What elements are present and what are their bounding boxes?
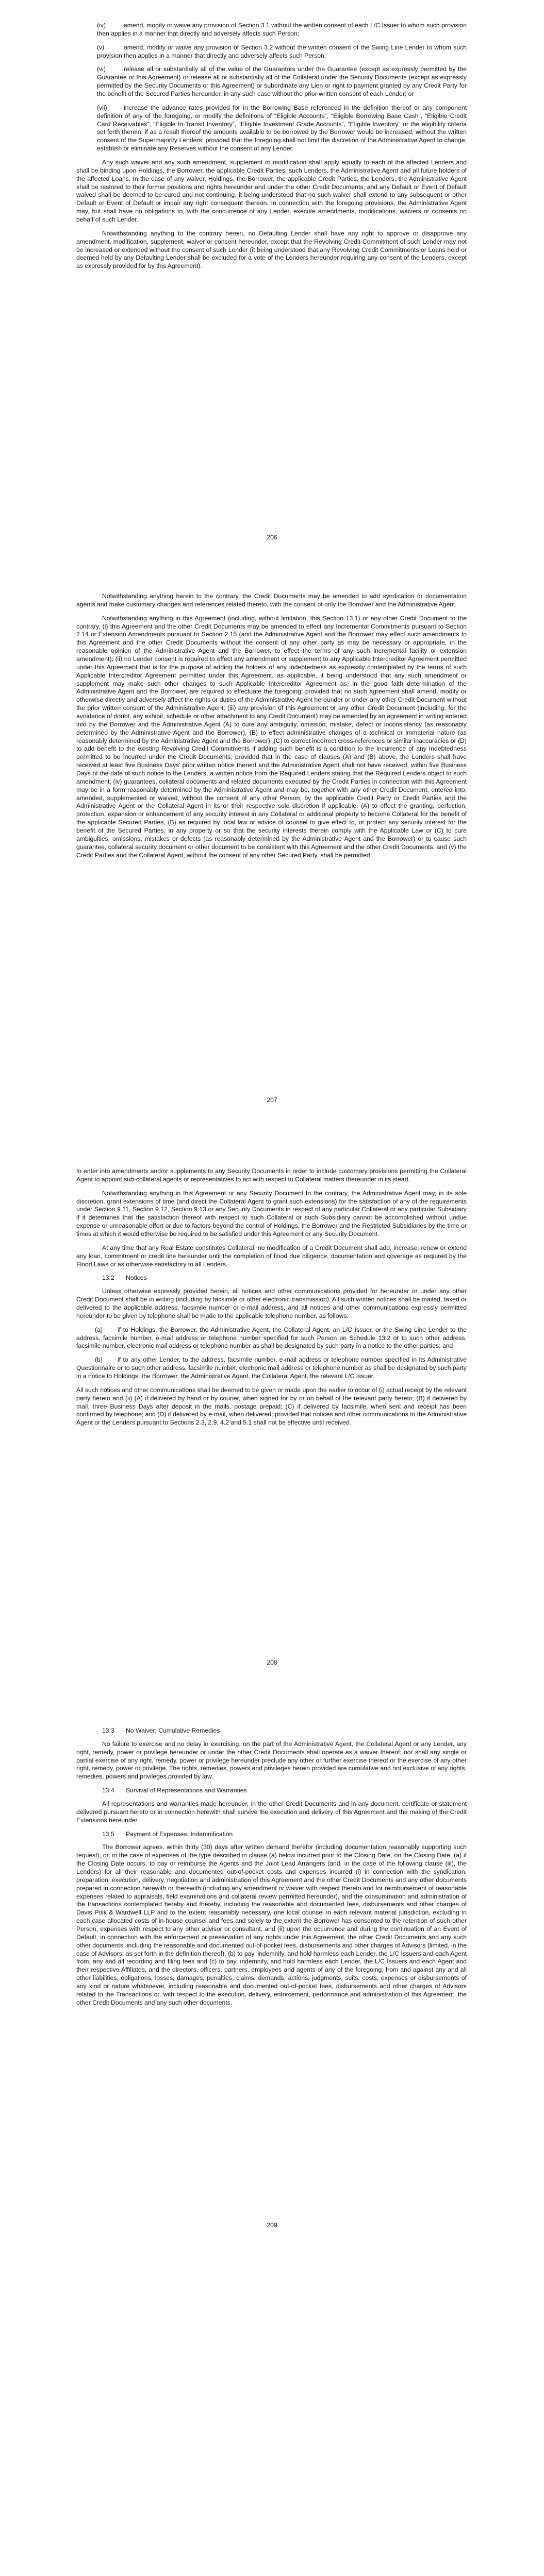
section-title: Payment of Expenses; Indemnification (126, 1830, 233, 1838)
body-paragraph: to enter into amendments and/or supplements to any Security Documents in order to include customary provisions permitting the Collateral Agent to appoint sub-collateral agents or representatives to act with respect to Collateral matters thereunder in its stead. (76, 1167, 467, 1183)
clause-label: (iv) (97, 22, 106, 29)
section-heading-13-5 (102, 1831, 467, 1839)
body-paragraph: At any time that any Real Estate constitutes Collateral, no modification of a Credit Document shall add, increase, renew or extend any loan, commitment or credit line hereunder until the completion of flood due diligence, documentation and coverage as required by the Flood Laws or as otherwise satisfactory to all Lenders. (76, 1244, 467, 1268)
clause-text: increase the advance rates provided for in the Borrowing Base referenced in the definition thereof or any component definition of any of the foregoing, or modify the definitions of “Eligible Accounts”, “Eligible Borrowing Base Cash”, “Eligible Credit Card Receivables”, “Eligible In-Transit Inventory”, “Eligible Investment Grade Accounts”, “Eligible Inventory” or the eligibility criteria set forth therein, if as a result thereof the amounts available to be borrowed by the Borrower would be increased, without the written consent of the Supermajority Lenders; provided that the foregoing shall not limit the discretion of the Administrative Agent to change, establish or eliminate any Reserves without the consent of any Lender. (97, 104, 467, 152)
body-paragraph: No failure to exercise and no delay in exercising, on the part of the Administrative Agent, the Collateral Agent or any Lender, any right, remedy, power or privilege hereunder or under the other Credit Documents shall operate as a waiver thereof; nor shall any single or partial exercise of any right, remedy, power or privilege hereunder preclude any other or further exercise thereof or the exercise of any other right, remedy, power or privilege. The rights, remedies, powers and privileges herein provided are cumulative and not exclusive of any rights, remedies, powers and privileges provided by law. (76, 1740, 467, 1781)
clause-text: amend, modify or waive any provision of Section 3.2 without the written consent of the Swing Line Lender to whom such provision then applies in a manner that directly and adversely affects such Person; (97, 43, 467, 59)
document-page-208 (0, 1125, 544, 1688)
clause-label: (v) (97, 43, 105, 51)
clause-text: release all or substantially all of the value of the Guarantors under the Guarantee (except as expressly permitted by the Guarantee or this Agreement) or release all or substantially all of the Collateral under the Security Documents (except as expressly permitted by the Security Documents or this Agreement) or subordinate any Lien or right to payment granted by any Credit Party for the benefit of the Secured Parties hereunder, in any such case without the prior written consent of each Lender; or (97, 65, 467, 98)
page-number: 209 (267, 2222, 277, 2229)
subclause-a (76, 1326, 467, 1351)
clause-text: amend, modify or waive any provision of Section 3.1 without the written consent of each L/C Issuer to whom such provision then applies in a manner that directly and adversely affects such Person; (97, 22, 467, 37)
section-heading-13-4 (102, 1787, 467, 1795)
page-number: 206 (267, 534, 277, 541)
subclause-b (76, 1356, 467, 1381)
section-heading-13-3 (102, 1727, 467, 1735)
section-title: No Waiver; Cumulative Remedies (126, 1727, 220, 1734)
body-paragraph: Notwithstanding anything herein to the contrary, the Credit Documents may be amended to add syndication or documentation agents and make customary changes and references related thereto, with the consent of only the Borrower and the Administrative Agent. (76, 592, 467, 608)
body-paragraph: Notwithstanding anything in this Agreement (including, without limitation, this Section 13.1) or any other Credit Document to the contrary, (i) this Agreement and the other Credit Documents may be amended to effect any Incremental Commitments pursuant to Section 2.14 or Extension Amendments pursuant to Section 2.15 (and the Administrative Agent and the Borrower may effect such amendments to this Agreement and the other Credit Documents without the consent of any other party as may be necessary or appropriate, in the reasonable opinion of the Administrative Agent and the Borrower, to effect the terms of any such incremental facility or extension amendment); (ii) no Lender consent is required to effect any amendment or supplement to any Applicable Intercreditor Agreement permitted under this Agreement that is for the purpose of adding the holders of any Indebtedness as expressly contemplated by the terms of such Applicable Intercreditor Agreement permitted under this Agreement, as applicable, it being understood that any such amendment or supplement may make such other changes to such Applicable Intercreditor Agreement as, in the good faith determination of the Administrative Agent and the Borrower, are required to effectuate the foregoing; provided that no such agreement shall amend, modify or otherwise directly and adversely affect the rights or duties of the Administrative Agent hereunder or under any other Credit Document without the prior written consent of the Administrative Agent; (iii) any provision of this Agreement or any other Credit Document (including, for the avoidance of doubt, any exhibit, schedule or other attachment to any Credit Document) may be amended by an agreement in writing entered into by the Borrower and the Administrative Agent (A) to cure any ambiguity, omission, mistake, defect or inconsistency (as reasonably determined by the Administrative Agent and the Borrower), (B) to effect administrative changes of a technical or immaterial nature (as reasonably determined by the Administrative Agent and the Borrower), (C) to correct incorrect cross-references or similar inaccuracies or (D) to add benefit to the existing Revolving Credit Commitments if adding such benefit is a condition to the incurrence of any Indebtedness permitted to be incurred under the Credit Documents; provided that in the case of clauses (A) and (B) above, the Lenders shall have received at least five Business Days’ prior written notice thereof and the Administrative Agent shall not have received, within five Business Days of the date of such notice to the Lenders, a written notice from the Required Lenders stating that the Required Lenders object to such amendment; (iv) guarantees, collateral documents and related documents executed by the Credit Parties in connection with this Agreement may be in a form reasonably determined by the Administrative Agent and may be, together with any other Credit Document, entered into, amended, supplemented or waived, without the consent of any other Person, by the applicable Credit Party or Credit Parties and the Administrative Agent or the Collateral Agent in its or their respective sole discretion if applicable, (A) to effect the granting, perfection, protection, expansion or enhancement of any security interest in any Collateral or additional property to become Collateral for the benefit of the applicable Secured Parties, (B) as required by local law or advice of counsel to give effect to, or protect any security interest for the benefit of the Secured Parties, in any property or so that the security interests therein comply with the Applicable Law or (C) to cure ambiguities, omissions, mistakes or defects (as reasonably determined by the Administrative Agent and the Borrower) or to cause such guarantee, collateral security document or other document to be consistent with this Agreement and the other Credit Documents; and (v) the Credit Parties and the Collateral Agent, without the consent of any other Secured Party, shall be permitted (76, 614, 467, 859)
clause-v (76, 44, 467, 60)
clause-label: (vi) (97, 65, 106, 73)
section-heading-13-2 (102, 1274, 467, 1282)
section-number: 13.2 (102, 1274, 114, 1282)
page-number: 207 (267, 1096, 277, 1104)
section-title: Survival of Representations and Warranties (126, 1787, 247, 1794)
body-paragraph: The Borrower agrees, within thirty (30) days after written demand therefor (including documentation reasonably supporting such request), or, in the case of expenses of the type described in clause (a) below incurred prior to the Closing Date, on the Closing Date, (a) if the Closing Date occurs, to pay or reimburse the Agents and the Joint Lead Arrangers (and, in the case of the following clause (iii), the Lenders) for all their reasonable and documented out-of-pocket costs and expenses incurred (i) in connection with the syndication, preparation, execution, delivery, negotiation and administration of this Agreement and the other Credit Documents and any other documents prepared in connection herewith or therewith (including any amendment or waiver with respect thereto and for reimbursement of reasonable expenses related to appraisals, field examinations and collateral review permitted hereunder), and the consummation and administration of the transactions contemplated hereby and thereby, including the reasonable and documented fees, disbursements and other charges of Davis Polk & Wardwell LLP and to the extent reasonably necessary, one local counsel in each relevant material jurisdiction, excluding in each case allocated costs of in-house counsel and fees and solely to the extent the Borrower has consented to the retention of such other Person, expenses with respect to any other advisor or consultant, and (ii) upon the occurrence and during the continuation of an Event of Default, in connection with the enforcement or preservation of any rights under this Agreement, the other Credit Documents and any such other documents, including the reasonable and documented out-of-pocket fees, disbursements and other charges of Advisors (limited, in the case of Advisors, as set forth in the definition thereof), (b) to pay, indemnify, and hold harmless each Lender, the L/C Issuers and each Agent from, any and all recording and filing fees and (c) to pay, indemnify, and hold harmless each Lender, the L/C Issuers and each Agent and their respective Affiliates, and the directors, officers, partners, employees and agents of any of the foregoing, from and against any and all other liabilities, obligations, losses, damages, penalties, claims, demands, actions, judgments, suits, costs, expenses or disbursements of any kind or nature whatsoever, including reasonable and documented out-of-pocket fees, disbursements and other charges of Advisors related to the Transactions or, with respect to the execution, delivery, enforcement, performance and administration of this Agreement, the other Credit Documents and any such other documents, (76, 1843, 467, 2006)
body-paragraph: Unless otherwise expressly provided herein, all notices and other communications provided for hereunder or under any other Credit Document shall be in writing (including by facsimile or other electronic transmission). All such written notices shall be mailed, faxed or delivered to the applicable address, facsimile number or e-mail address, and all notices and other communications expressly permitted hereunder to be given by telephone shall be made to the applicable telephone number, as follows: (76, 1287, 467, 1319)
clause-label: (vii) (97, 104, 107, 111)
section-number: 13.4 (102, 1787, 114, 1794)
page-number: 208 (267, 1659, 277, 1667)
section-number: 13.5 (102, 1830, 114, 1838)
section-number: 13.3 (102, 1727, 114, 1734)
body-paragraph: All such notices and other communications shall be deemed to be given or made upon the earlier to occur of (i) actual receipt by the relevant party hereto and (ii) (A) if delivered by hand or by courier, when signed for by or on behalf of the relevant party hereto; (B) if delivered by mail, three Business Days after deposit in the mails, postage prepaid; (C) if delivered by facsimile, when sent and receipt has been confirmed by telephone; and (D) if delivered by e-mail, when delivered; provided that notices and other communications to the Administrative Agent or the Lenders pursuant to Sections 2.3, 2.9, 4.2 and 5.1 shall not be effective until received. (76, 1386, 467, 1427)
clause-iv (76, 22, 467, 38)
body-paragraph: Notwithstanding anything to the contrary herein, no Defaulting Lender shall have any right to approve or disapprove any amendment, modification, supplement, waiver or consent hereunder, except that the Revolving Credit Commitment of such Lender may not be increased or extended without the consent of such Lender (it being understood that any Revolving Credit Commitments or Loans held or deemed held by any Defaulting Lender shall be excluded for a vote of the Lenders hereunder requiring any consent of the Lenders, except as expressly provided for by this Agreement). (76, 229, 467, 270)
clause-text: if to any other Lender, to the address, facsimile number, e-mail address or telephone number specified in its Administrative Questionnaire or to such other address, facsimile number, electronic mail address or telephone number as shall be designated by such party in a notice to Holdings, the Borrower, the Administrative Agent, the Collateral Agent, the relevant L/C Issuer. (76, 1356, 467, 1380)
section-title: Notices (126, 1274, 147, 1282)
clause-label: (a) (95, 1326, 103, 1333)
body-paragraph: Notwithstanding anything in this Agreement or any Security Document to the contrary, the Administrative Agent may, in its sole discretion, grant extensions of time (and direct the Collateral Agent to grant such extensions) for the satisfaction of any of the requirements under Section 9.11, Section 9.12, Section 9.13 or any Security Documents in respect of any particular Collateral or any particular Subsidiary if it determines that the satisfaction thereof with respect to such Collateral or such Subsidiary cannot be accomplished without undue expense or unreasonable effort or due to factors beyond the control of Holdings, the Borrower and the Restricted Subsidiaries by the time or times at which it would otherwise be required to be satisfied under this Agreement or any Security Document. (76, 1189, 467, 1238)
body-paragraph: Any such waiver and any such amendment, supplement or modification shall apply equally to each of the affected Lenders and shall be binding upon Holdings, the Borrower, the applicable Credit Parties, such Lenders, the Administrative Agent and all future holders of the affected Loans. In the case of any waiver, Holdings, the Borrower, the applicable Credit Parties, the Lenders, the Administrative Agent shall be restored to their former positions and rights hereunder and under the other Credit Documents, and any Default or Event of Default waived shall be deemed to be cured and not continuing, it being understood that no such waiver shall extend to any subsequent or other Default or Event of Default or impair any right consequent thereon. In connection with the foregoing provisions, the Administrative Agent may, but shall have no obligations to, with the concurrence of any Lender, execute amendments, modifications, waivers or consents on behalf of such Lender. (76, 159, 467, 224)
document-page-206 (0, 0, 544, 563)
body-paragraph: All representations and warranties made hereunder, in the other Credit Documents and in any document, certificate or statement delivered pursuant hereto or in connection herewith shall survive the execution and delivery of this Agreement and the making of the Credit Extensions hereunder. (76, 1800, 467, 1824)
clause-vii (76, 104, 467, 153)
document-page-207 (0, 563, 544, 1125)
clause-vi (76, 65, 467, 98)
document-page-209 (0, 1688, 544, 2250)
clause-label: (b) (95, 1356, 103, 1364)
clause-text: if to Holdings, the Borrower, the Administrative Agent, the Collateral Agent, an L/C Issuer, or the Swing Line Lender to the address, facsimile number, e-mail address or telephone number specified for such Person on Schedule 13.2 or to such other address, facsimile number, electronic mail address or telephone number as shall be designated by such party in a notice to the other parties; and (76, 1326, 467, 1350)
